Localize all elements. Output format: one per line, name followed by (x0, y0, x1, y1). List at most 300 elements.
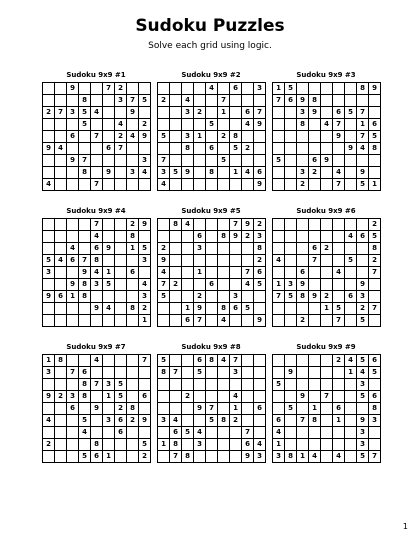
sudoku-cell (230, 179, 242, 191)
sudoku-cell (182, 279, 194, 291)
sudoku-cell (194, 391, 206, 403)
sudoku-cell: 9 (345, 143, 357, 155)
sudoku-cell (115, 231, 127, 243)
sudoku-cell (182, 439, 194, 451)
sudoku-cell: 4 (206, 83, 218, 95)
sudoku-cell: 4 (242, 167, 254, 179)
sudoku-cell (369, 427, 381, 439)
sudoku-cell (139, 179, 151, 191)
sudoku-cell (127, 119, 139, 131)
sudoku-cell (218, 403, 230, 415)
sudoku-cell (218, 379, 230, 391)
sudoku-cell (254, 131, 266, 143)
sudoku-cell: 4 (333, 451, 345, 463)
sudoku-cell: 5 (139, 243, 151, 255)
sudoku-cell (182, 231, 194, 243)
sudoku-cell: 3 (158, 415, 170, 427)
sudoku-cell: 8 (369, 243, 381, 255)
sudoku-cell (55, 155, 67, 167)
sudoku-cell (273, 219, 285, 231)
sudoku-cell (285, 303, 297, 315)
sudoku-cell (285, 107, 297, 119)
sudoku-cell: 4 (254, 439, 266, 451)
sudoku-cell: 6 (194, 231, 206, 243)
sudoku-cell: 8 (79, 391, 91, 403)
sudoku-cell: 7 (91, 179, 103, 191)
sudoku-cell: 4 (309, 451, 321, 463)
sudoku-cell (115, 167, 127, 179)
sudoku-cell: 9 (242, 451, 254, 463)
sudoku-cell (218, 243, 230, 255)
sudoku-cell (230, 379, 242, 391)
sudoku-cell: 8 (91, 255, 103, 267)
sudoku-cell (43, 167, 55, 179)
sudoku-cell (43, 427, 55, 439)
sudoku-cell (357, 219, 369, 231)
sudoku-cell (127, 279, 139, 291)
sudoku-cell: 4 (194, 427, 206, 439)
sudoku-cell: 6 (254, 403, 266, 415)
sudoku-cell (206, 379, 218, 391)
sudoku-cell: 2 (230, 415, 242, 427)
sudoku-cell: 9 (357, 415, 369, 427)
sudoku-cell: 6 (79, 367, 91, 379)
sudoku-grid (157, 82, 266, 191)
sudoku-cell (273, 179, 285, 191)
sudoku-cell (206, 219, 218, 231)
sudoku-cell (230, 255, 242, 267)
sudoku-cell (182, 355, 194, 367)
sudoku-cell (285, 231, 297, 243)
sudoku-cell (55, 219, 67, 231)
sudoku-cell: 9 (254, 119, 266, 131)
sudoku-cell (158, 303, 170, 315)
sudoku-cell: 4 (345, 231, 357, 243)
sudoku-cell: 7 (91, 379, 103, 391)
sudoku-cell (218, 119, 230, 131)
sudoku-cell (127, 315, 139, 327)
sudoku-cell (158, 427, 170, 439)
sudoku-cell (218, 255, 230, 267)
sudoku-cell (230, 119, 242, 131)
sudoku-cell (79, 83, 91, 95)
sudoku-cell: 2 (115, 83, 127, 95)
sudoku-cell: 6 (345, 291, 357, 303)
sudoku-cell (115, 179, 127, 191)
sudoku-cell: 4 (55, 255, 67, 267)
sudoku-cell (91, 391, 103, 403)
sudoku-cell: 7 (273, 291, 285, 303)
sudoku-cell (103, 439, 115, 451)
sudoku-cell: 4 (242, 279, 254, 291)
sudoku-cell (55, 231, 67, 243)
sudoku-cell (273, 267, 285, 279)
sudoku-cell: 3 (91, 279, 103, 291)
sudoku-cell: 7 (170, 367, 182, 379)
sudoku-cell: 3 (254, 83, 266, 95)
sudoku-cell (127, 367, 139, 379)
sudoku-cell (230, 439, 242, 451)
sudoku-cell: 5 (285, 291, 297, 303)
sudoku-cell (369, 95, 381, 107)
sudoku-cell: 4 (357, 367, 369, 379)
sudoku-cell: 1 (194, 267, 206, 279)
sudoku-cell: 2 (43, 107, 55, 119)
sudoku-cell (321, 279, 333, 291)
sudoku-cell: 5 (115, 379, 127, 391)
sudoku-cell: 9 (67, 83, 79, 95)
sudoku-cell (333, 155, 345, 167)
sudoku-cell (79, 315, 91, 327)
sudoku-cell (43, 231, 55, 243)
sudoku-cell (218, 219, 230, 231)
sudoku-cell (254, 143, 266, 155)
sudoku-cell (55, 315, 67, 327)
sudoku-cell: 8 (285, 451, 297, 463)
sudoku-cell: 8 (369, 143, 381, 155)
sudoku-cell: 6 (115, 415, 127, 427)
sudoku-cell (333, 379, 345, 391)
sudoku-cell: 9 (139, 131, 151, 143)
sudoku-cell (182, 403, 194, 415)
sudoku-cell: 3 (369, 415, 381, 427)
sudoku-cell (182, 119, 194, 131)
sudoku-cell (357, 155, 369, 167)
sudoku-cell: 5 (254, 279, 266, 291)
sudoku-cell: 6 (139, 391, 151, 403)
sudoku-cell (91, 155, 103, 167)
sudoku-cell (369, 107, 381, 119)
sudoku-cell: 8 (79, 95, 91, 107)
sudoku-cell (357, 95, 369, 107)
sudoku-cell: 5 (357, 355, 369, 367)
sudoku-cell (285, 391, 297, 403)
sudoku-cell (43, 379, 55, 391)
sudoku-cell (345, 451, 357, 463)
sudoku-cell: 3 (194, 243, 206, 255)
sudoku-grid (272, 354, 381, 463)
sudoku-cell: 6 (242, 107, 254, 119)
sudoku-cell: 5 (170, 167, 182, 179)
puzzle-label: Sudoku 9x9 #8 (181, 343, 241, 351)
sudoku-cell: 5 (345, 255, 357, 267)
sudoku-cell (297, 143, 309, 155)
sudoku-cell: 3 (139, 155, 151, 167)
sudoku-cell: 8 (127, 231, 139, 243)
sudoku-cell: 5 (158, 355, 170, 367)
sudoku-cell: 3 (297, 167, 309, 179)
sudoku-cell: 8 (91, 439, 103, 451)
sudoku-cell (230, 155, 242, 167)
sudoku-cell: 4 (158, 179, 170, 191)
sudoku-cell (182, 255, 194, 267)
sudoku-cell (55, 119, 67, 131)
sudoku-cell (43, 95, 55, 107)
sudoku-cell (230, 427, 242, 439)
sudoku-cell: 6 (91, 243, 103, 255)
sudoku-cell (230, 451, 242, 463)
sudoku-cell (345, 155, 357, 167)
sudoku-cell: 5 (230, 143, 242, 155)
sudoku-cell: 8 (55, 355, 67, 367)
sudoku-cell: 3 (357, 439, 369, 451)
sudoku-cell (55, 403, 67, 415)
sudoku-cell (115, 279, 127, 291)
sudoku-cell (206, 131, 218, 143)
sudoku-cell: 9 (357, 167, 369, 179)
sudoku-cell (170, 267, 182, 279)
sudoku-cell (285, 119, 297, 131)
sudoku-cell (242, 391, 254, 403)
sudoku-cell: 4 (139, 167, 151, 179)
sudoku-cell: 7 (230, 219, 242, 231)
sudoku-grid (42, 218, 151, 327)
sudoku-cell: 5 (158, 291, 170, 303)
sudoku-cell (67, 303, 79, 315)
sudoku-cell: 1 (273, 279, 285, 291)
sudoku-cell (115, 219, 127, 231)
sudoku-cell: 7 (357, 131, 369, 143)
sudoku-cell (218, 367, 230, 379)
sudoku-cell: 5 (273, 379, 285, 391)
sudoku-cell (115, 243, 127, 255)
sudoku-cell: 9 (91, 303, 103, 315)
sudoku-cell: 1 (309, 403, 321, 415)
sudoku-cell: 3 (67, 391, 79, 403)
sudoku-cell (139, 143, 151, 155)
sudoku-cell (230, 107, 242, 119)
sudoku-cell: 8 (218, 415, 230, 427)
sudoku-cell: 9 (43, 291, 55, 303)
sudoku-cell: 7 (333, 179, 345, 191)
sudoku-cell (103, 255, 115, 267)
sudoku-cell (297, 231, 309, 243)
sudoku-cell (285, 355, 297, 367)
sudoku-cell: 7 (55, 107, 67, 119)
sudoku-cell (357, 403, 369, 415)
sudoku-cell: 5 (242, 303, 254, 315)
sudoku-cell: 7 (79, 155, 91, 167)
sudoku-cell: 6 (91, 451, 103, 463)
sudoku-cell (115, 315, 127, 327)
sudoku-cell: 3 (194, 439, 206, 451)
sudoku-cell (170, 95, 182, 107)
sudoku-cell (345, 131, 357, 143)
sudoku-cell (67, 179, 79, 191)
sudoku-cell: 1 (103, 391, 115, 403)
sudoku-cell: 5 (182, 427, 194, 439)
sudoku-cell: 5 (79, 119, 91, 131)
sudoku-cell: 4 (79, 427, 91, 439)
sudoku-cell (158, 315, 170, 327)
sudoku-cell (218, 279, 230, 291)
sudoku-cell (127, 427, 139, 439)
sudoku-cell (321, 267, 333, 279)
sudoku-cell: 2 (242, 143, 254, 155)
sudoku-cell (218, 291, 230, 303)
sudoku-cell: 7 (333, 315, 345, 327)
sudoku-cell: 6 (254, 167, 266, 179)
sudoku-cell (158, 119, 170, 131)
sudoku-cell (309, 427, 321, 439)
sudoku-cell (345, 167, 357, 179)
sudoku-cell: 3 (230, 291, 242, 303)
sudoku-cell (309, 279, 321, 291)
sudoku-cell (43, 451, 55, 463)
sudoku-cell (285, 243, 297, 255)
sudoku-cell (273, 315, 285, 327)
sudoku-cell: 4 (333, 267, 345, 279)
sudoku-cell (285, 167, 297, 179)
sudoku-cell (309, 83, 321, 95)
sudoku-cell: 6 (333, 107, 345, 119)
sudoku-puzzle-2 (157, 70, 265, 191)
sudoku-cell: 9 (297, 391, 309, 403)
sudoku-cell (345, 439, 357, 451)
sudoku-cell (254, 415, 266, 427)
sudoku-cell: 8 (182, 451, 194, 463)
sudoku-cell (242, 379, 254, 391)
sudoku-cell: 4 (357, 143, 369, 155)
sudoku-cell (230, 243, 242, 255)
sudoku-cell (170, 255, 182, 267)
sudoku-puzzle-5 (157, 206, 265, 327)
sudoku-cell (309, 143, 321, 155)
sudoku-cell (170, 391, 182, 403)
sudoku-cell: 4 (218, 315, 230, 327)
sudoku-cell: 4 (230, 391, 242, 403)
sudoku-cell (333, 367, 345, 379)
sudoku-cell (115, 451, 127, 463)
sudoku-cell: 2 (369, 219, 381, 231)
sudoku-cell: 8 (218, 303, 230, 315)
sudoku-cell (55, 179, 67, 191)
sudoku-cell (273, 367, 285, 379)
sudoku-cell: 8 (309, 95, 321, 107)
sudoku-cell (67, 267, 79, 279)
sudoku-cell: 1 (158, 439, 170, 451)
sudoku-cell: 2 (43, 439, 55, 451)
sudoku-cell (67, 427, 79, 439)
sudoku-cell (321, 219, 333, 231)
sudoku-cell: 6 (230, 303, 242, 315)
sudoku-cell: 6 (273, 415, 285, 427)
sudoku-cell (321, 107, 333, 119)
sudoku-cell: 7 (369, 267, 381, 279)
sudoku-cell (55, 83, 67, 95)
sudoku-cell (170, 119, 182, 131)
sudoku-cell (206, 95, 218, 107)
sudoku-cell (55, 451, 67, 463)
sudoku-cell: 3 (254, 231, 266, 243)
sudoku-cell: 1 (230, 167, 242, 179)
sudoku-cell (67, 119, 79, 131)
sudoku-cell (67, 415, 79, 427)
sudoku-cell: 8 (170, 439, 182, 451)
sudoku-cell: 9 (297, 279, 309, 291)
sudoku-cell (218, 391, 230, 403)
sudoku-cell: 2 (158, 243, 170, 255)
sudoku-cell (103, 231, 115, 243)
sudoku-cell: 9 (67, 155, 79, 167)
sudoku-cell: 1 (127, 243, 139, 255)
sudoku-cell (182, 83, 194, 95)
sudoku-cell (139, 403, 151, 415)
sudoku-cell (43, 303, 55, 315)
sudoku-cell (297, 379, 309, 391)
sudoku-cell (285, 155, 297, 167)
puzzle-label: Sudoku 9x9 #5 (181, 207, 241, 215)
sudoku-cell (79, 303, 91, 315)
sudoku-cell (309, 439, 321, 451)
sudoku-cell (79, 131, 91, 143)
sudoku-cell: 7 (170, 451, 182, 463)
sudoku-cell (115, 367, 127, 379)
sudoku-cell (273, 119, 285, 131)
sudoku-cell (345, 415, 357, 427)
sudoku-cell: 1 (230, 403, 242, 415)
sudoku-cell (285, 267, 297, 279)
sudoku-cell: 7 (158, 155, 170, 167)
sudoku-cell: 1 (43, 355, 55, 367)
sudoku-cell: 7 (218, 95, 230, 107)
sudoku-cell: 8 (297, 291, 309, 303)
sudoku-cell: 3 (139, 291, 151, 303)
sudoku-cell: 2 (242, 231, 254, 243)
sudoku-cell: 9 (309, 107, 321, 119)
sudoku-cell (115, 267, 127, 279)
sudoku-cell: 2 (321, 291, 333, 303)
sudoku-cell: 4 (345, 355, 357, 367)
sudoku-cell (139, 367, 151, 379)
sudoku-cell: 6 (285, 95, 297, 107)
sudoku-cell: 3 (285, 279, 297, 291)
sudoku-cell: 2 (297, 315, 309, 327)
sudoku-cell (182, 243, 194, 255)
sudoku-cell: 6 (369, 391, 381, 403)
sudoku-cell: 2 (218, 131, 230, 143)
sudoku-cell: 6 (103, 143, 115, 155)
sudoku-cell (91, 95, 103, 107)
sudoku-cell (369, 379, 381, 391)
sudoku-cell: 7 (297, 415, 309, 427)
sudoku-cell (206, 243, 218, 255)
sudoku-cell (194, 167, 206, 179)
sudoku-cell: 5 (357, 179, 369, 191)
sudoku-cell: 6 (357, 231, 369, 243)
sudoku-cell: 9 (139, 219, 151, 231)
puzzle-label: Sudoku 9x9 #1 (66, 71, 126, 79)
sudoku-cell (242, 367, 254, 379)
sudoku-cell (242, 243, 254, 255)
sudoku-cell: 2 (297, 179, 309, 191)
sudoku-cell (170, 355, 182, 367)
sudoku-cell (127, 451, 139, 463)
sudoku-cell: 7 (242, 267, 254, 279)
sudoku-cell: 8 (170, 219, 182, 231)
sudoku-cell (103, 95, 115, 107)
page-number: 1 (402, 522, 408, 531)
sudoku-cell (345, 303, 357, 315)
sudoku-cell: 9 (230, 231, 242, 243)
sudoku-cell (194, 95, 206, 107)
sudoku-cell (321, 83, 333, 95)
sudoku-cell (297, 439, 309, 451)
sudoku-cell (218, 439, 230, 451)
sudoku-cell (369, 279, 381, 291)
sudoku-puzzle-1 (42, 70, 150, 191)
sudoku-cell (285, 427, 297, 439)
